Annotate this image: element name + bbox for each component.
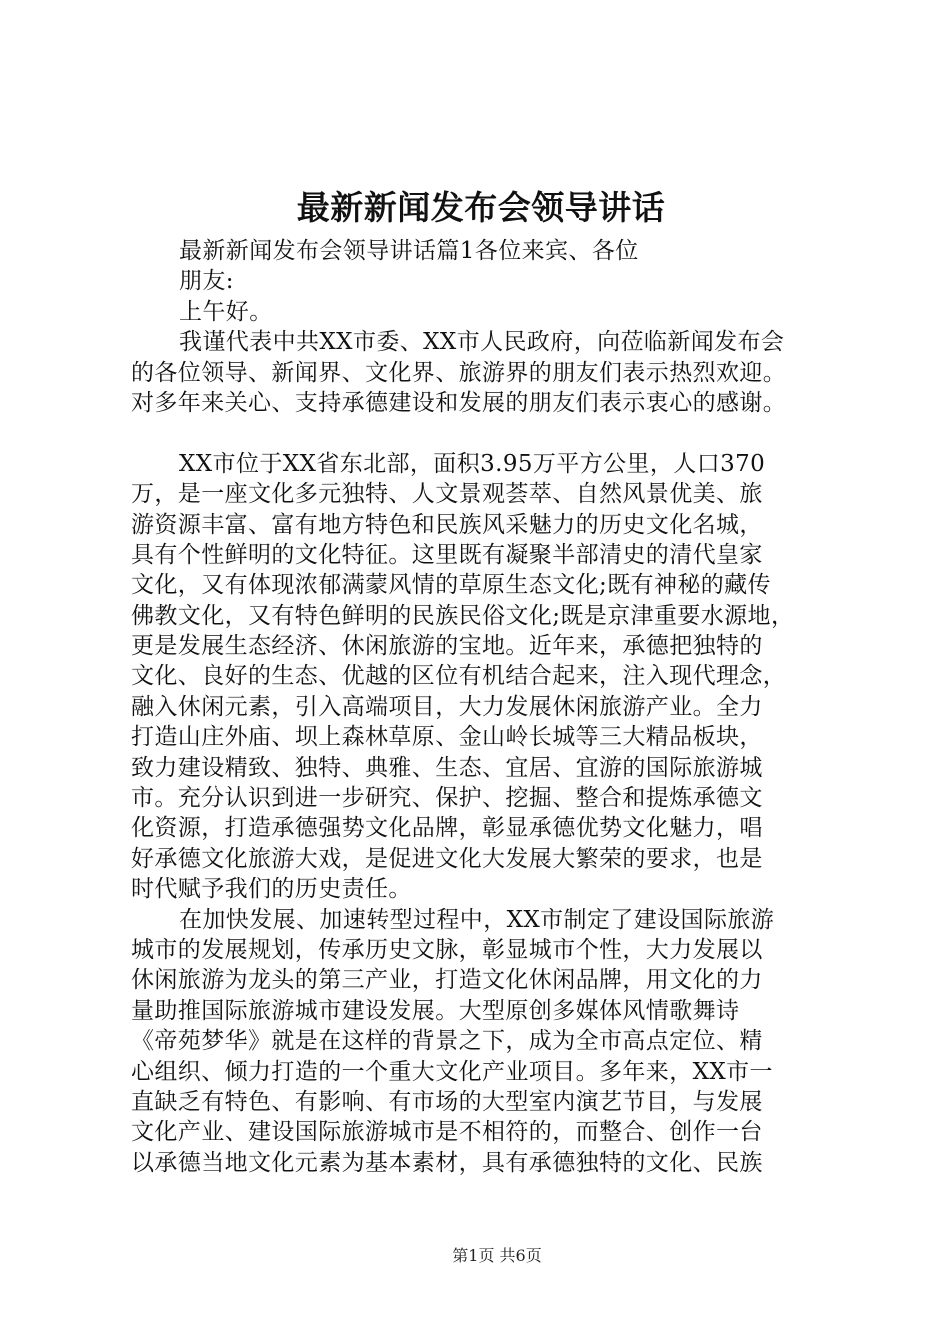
text-line: 我谨代表中共XX市委、XX市人民政府，向莅临新闻发布会 [179,329,785,356]
text-line: 游资源丰富、富有地方特色和民族风采魅力的历史文化名城， [131,511,763,538]
text-line: 文化产业、建设国际旅游城市是不相符的，而整合、创作一台 [131,1119,763,1146]
text-line: 直缺乏有特色、有影响、有市场的大型室内演艺节目，与发展 [131,1088,763,1115]
text-line: 城市的发展规划，传承历史文脉，彰显城市个性，大力发展以 [131,936,763,963]
text-line: 万，是一座文化多元独特、人文景观荟萃、自然风景优美、旅 [131,481,763,508]
page-number-footer: 第1页 共6页 [452,1246,542,1265]
text-line: 量助推国际旅游城市建设发展。大型原创多媒体风情歌舞诗 [131,997,740,1024]
text-line: 心组织、倾力打造的一个重大文化产业项目。多年来，XX市一 [131,1058,773,1085]
greeting-line: 上午好。 [179,298,273,325]
text-line: 文化，又有体现浓郁满蒙风情的草原生态文化;既有神秘的藏传 [131,572,771,599]
text-line: 佛教文化，又有特色鲜明的民族民俗文化;既是京津重要水源地， [131,602,795,629]
text-line: 好承德文化旅游大戏，是促进文化大发展大繁荣的要求，也是 [131,845,763,872]
text-line: 文化、良好的生态、优越的区位有机结合起来，注入现代理念， [131,663,787,690]
text-line: 更是发展生态经济、休闲旅游的宝地。近年来，承德把独特的 [131,633,763,660]
text-line: XX市位于XX省东北部，面积3.95万平方公里，人口370 [179,450,766,477]
text-line: 打造山庄外庙、坝上森林草原、金山岭长城等三大精品板块， [131,724,763,751]
text-line: 融入休闲元素，引入高端项目，大力发展休闲旅游产业。全力 [131,693,763,720]
text-line: 化资源，打造承德强势文化品牌，彰显承德优势文化魅力，唱 [131,815,763,842]
text-line: 在加快发展、加速转型过程中，XX市制定了建设国际旅游 [179,906,775,933]
text-line: 以承德当地文化元素为基本素材，具有承德独特的文化、民族 [131,1149,763,1176]
paragraph-spacer [131,418,851,448]
intro-line: 最新新闻发布会领导讲话篇1各位来宾、各位 [179,238,639,264]
text-line: 《帝苑梦华》就是在这样的背景之下，成为全市高点定位、精 [131,1028,763,1055]
text-line: 时代赋予我们的历史责任。 [131,876,412,903]
text-line: 具有个性鲜明的文化特征。这里既有凝聚半部清史的清代皇家 [131,541,763,568]
paragraph-welcome [131,327,851,418]
intro-line: 朋友: [179,268,234,295]
text-line: 市。充分认识到进一步研究、保护、挖掘、整合和提炼承德文 [131,785,763,812]
text-line: 对多年来关心、支持承德建设和发展的朋友们表示衷心的感谢。 [131,389,787,416]
text-line: 的各位领导、新闻界、文化界、旅游界的朋友们表示热烈欢迎。 [131,359,787,386]
text-line: 休闲旅游为龙头的第三产业，打造文化休闲品牌，用文化的力 [131,967,763,994]
paragraph-development [131,905,851,1179]
document-body [131,236,851,1178]
text-line: 致力建设精致、独特、典雅、生态、宜居、宜游的国际旅游城 [131,754,763,781]
paragraph-city-intro [131,449,851,905]
document-title: 最新新闻发布会领导讲话 [296,188,666,227]
